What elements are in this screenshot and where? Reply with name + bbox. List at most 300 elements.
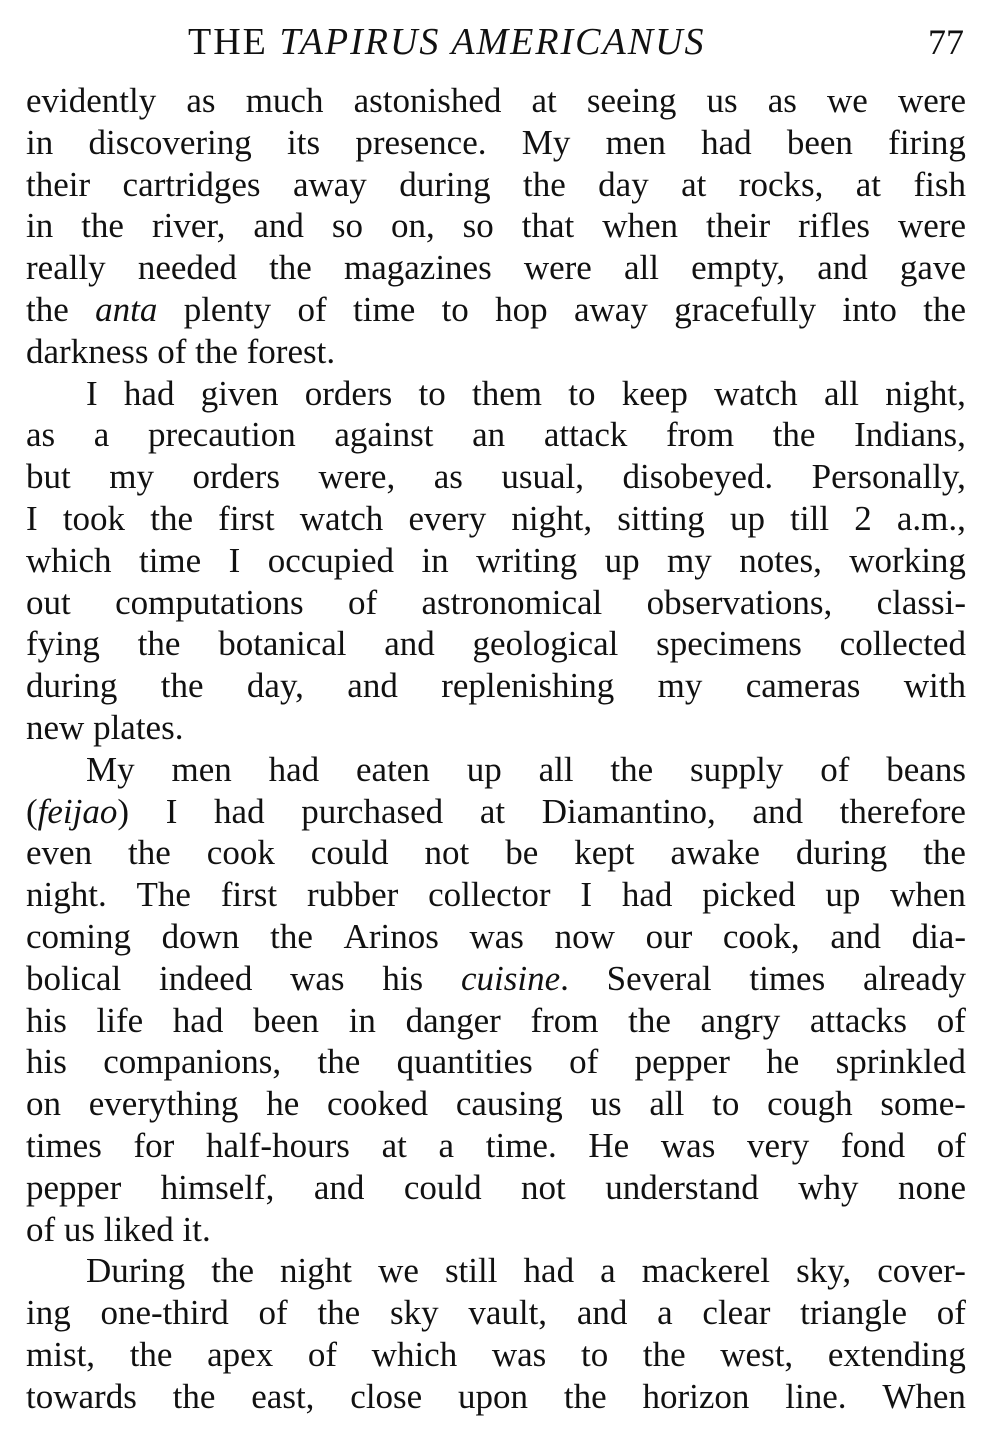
word: sitting	[617, 498, 705, 538]
text-line	[26, 623, 966, 665]
word: time.	[485, 1125, 557, 1165]
text-line	[26, 832, 966, 874]
word: vault,	[468, 1293, 548, 1333]
word: collected	[839, 624, 966, 664]
word: cover-	[877, 1251, 966, 1291]
word: evidently	[26, 81, 157, 120]
word: I	[580, 875, 593, 915]
word: us	[590, 1084, 622, 1124]
word: out	[26, 582, 71, 622]
word: the	[642, 1334, 686, 1374]
text-line	[26, 164, 966, 206]
word: the	[628, 1000, 671, 1040]
text-line	[26, 247, 966, 289]
word: the	[81, 206, 124, 246]
word: given	[200, 373, 279, 413]
word: night,	[511, 498, 593, 538]
word: bolical	[26, 958, 122, 998]
word: west,	[720, 1334, 794, 1374]
word: of	[297, 289, 327, 329]
word: cuisine.	[460, 958, 569, 998]
word: astronomical	[421, 582, 603, 622]
word: to	[568, 373, 596, 413]
word: everything	[88, 1084, 239, 1124]
word: gave	[899, 248, 966, 288]
word: forest.	[246, 331, 336, 371]
page-number: 77	[928, 22, 964, 62]
word: very	[747, 1125, 810, 1165]
word: new	[26, 707, 85, 747]
word: beans	[886, 749, 966, 789]
word: night,	[885, 373, 966, 413]
word: rubber	[306, 875, 399, 915]
word: occupied	[267, 540, 395, 580]
word: watch	[299, 498, 384, 538]
word: us	[63, 1209, 96, 1249]
word: and	[830, 916, 881, 956]
word: of	[307, 1334, 338, 1374]
word: firing	[888, 122, 966, 162]
word: causing	[455, 1084, 563, 1124]
word: sky,	[796, 1251, 852, 1291]
word: awake	[670, 833, 760, 873]
word: took	[62, 498, 126, 538]
word: an	[472, 415, 506, 455]
word: half-hours	[206, 1125, 350, 1165]
word: be	[505, 833, 539, 873]
word: up	[825, 875, 861, 915]
word: and	[817, 248, 868, 288]
word: already	[862, 958, 966, 998]
word: My	[521, 122, 571, 162]
word: in	[421, 540, 449, 580]
word: all	[649, 1084, 685, 1124]
word: liked	[103, 1209, 174, 1249]
word: had	[214, 791, 265, 831]
word: Diamantino,	[541, 791, 716, 831]
text-line	[26, 1334, 966, 1376]
word: geological	[472, 624, 619, 664]
word: every	[408, 498, 487, 538]
text-line	[26, 1167, 966, 1209]
word: I	[165, 791, 178, 831]
word: classi-	[876, 582, 966, 622]
word: my	[109, 457, 154, 497]
word: the	[137, 624, 181, 664]
word: the	[129, 1334, 173, 1374]
word: as	[767, 81, 797, 120]
word: as	[26, 415, 56, 455]
word: all	[823, 373, 859, 413]
word: to	[580, 1334, 609, 1374]
word: up	[466, 749, 502, 789]
word: I	[86, 373, 98, 413]
word: Arinos	[343, 916, 439, 956]
word: magazines	[343, 248, 492, 288]
word: not	[424, 833, 470, 873]
word: therefore	[839, 791, 966, 831]
word: the	[772, 415, 816, 455]
text-line	[26, 958, 966, 1000]
word: which	[26, 540, 112, 580]
word: picked	[702, 875, 796, 915]
word: had	[701, 122, 752, 162]
word: The	[136, 875, 191, 915]
word: and	[313, 1167, 365, 1207]
text-line	[26, 916, 966, 958]
word: dia-	[911, 916, 966, 956]
word: our	[645, 916, 693, 956]
word: orders	[192, 457, 280, 497]
text-line	[26, 205, 966, 247]
word: which	[371, 1334, 458, 1374]
word: at	[479, 791, 506, 831]
text-line	[26, 540, 966, 582]
word: towards	[26, 1376, 137, 1416]
word: indeed	[159, 958, 253, 998]
word: usual,	[501, 457, 584, 497]
word: triangle	[800, 1293, 908, 1333]
word: time	[353, 289, 416, 329]
text-line	[26, 373, 966, 415]
word: writing	[476, 540, 578, 580]
text-line	[26, 80, 966, 122]
word: When	[882, 1376, 966, 1416]
word: of	[936, 1125, 966, 1165]
word: to	[418, 373, 446, 413]
word: times	[749, 958, 826, 998]
word: attack	[543, 415, 628, 455]
text-line	[26, 1041, 966, 1083]
word: my	[657, 666, 703, 706]
word: cook	[206, 833, 275, 873]
word: with	[903, 666, 966, 706]
word: all	[538, 749, 574, 789]
word: and	[253, 206, 304, 246]
word: had	[172, 1000, 224, 1040]
word: east,	[251, 1376, 315, 1416]
word: from	[666, 415, 735, 455]
word: pepper	[634, 1042, 730, 1082]
text-line	[26, 874, 966, 916]
word: at	[381, 1125, 407, 1165]
word: had	[523, 1251, 575, 1291]
word: danger	[405, 1000, 501, 1040]
word: at	[855, 164, 882, 204]
word: first	[220, 875, 278, 915]
text-line	[26, 1000, 966, 1042]
word: mist,	[26, 1334, 96, 1374]
word: specimens	[656, 624, 802, 664]
word: supply	[690, 749, 784, 789]
word: apex	[207, 1334, 274, 1374]
word: for	[133, 1125, 175, 1165]
text-line	[26, 1125, 966, 1167]
word: day	[598, 164, 649, 204]
word: at	[531, 81, 557, 120]
word: fish	[913, 164, 966, 204]
word: my	[667, 540, 712, 580]
word: much	[245, 81, 324, 120]
word: away	[292, 164, 367, 204]
word: them	[472, 373, 542, 413]
word: why	[798, 1167, 859, 1207]
word: against	[334, 415, 434, 455]
word: the	[269, 248, 312, 288]
word: replenishing	[441, 666, 615, 706]
word: botanical	[218, 624, 347, 664]
word: collector	[428, 875, 551, 915]
word: 2	[854, 498, 872, 538]
text-line	[26, 414, 966, 456]
word: fying	[26, 624, 100, 664]
word: first	[218, 498, 275, 538]
word: away	[574, 289, 648, 329]
word: the	[610, 749, 654, 789]
word: us	[706, 81, 738, 120]
word: discovering	[88, 122, 252, 162]
word: was	[290, 958, 345, 998]
word: quantities	[396, 1042, 533, 1082]
word: the	[923, 833, 966, 873]
word: He	[588, 1125, 630, 1165]
word: times	[26, 1125, 102, 1165]
word: been	[786, 122, 853, 162]
word: during	[795, 833, 888, 873]
word: he	[266, 1084, 300, 1124]
word: computations	[115, 582, 304, 622]
word: of	[936, 1293, 966, 1333]
word: and	[347, 666, 398, 706]
word: needed	[137, 248, 237, 288]
word: the	[317, 1042, 361, 1082]
word: night.	[26, 875, 107, 915]
word: himself,	[160, 1167, 275, 1207]
text-line	[26, 665, 966, 707]
word: angry	[700, 1000, 781, 1040]
word: plenty	[183, 289, 272, 329]
word: their	[705, 206, 771, 246]
word: the	[26, 289, 69, 329]
word: coming	[26, 916, 131, 956]
word: companions,	[103, 1042, 282, 1082]
word: time	[138, 540, 202, 580]
word: all	[624, 248, 659, 288]
word: disobeyed.	[622, 457, 774, 497]
word: it.	[182, 1209, 211, 1249]
text-line	[26, 289, 966, 331]
word: sprinkled	[835, 1042, 966, 1082]
word: cameras	[745, 666, 861, 706]
word: astonished	[353, 81, 502, 120]
word: the	[128, 833, 171, 873]
text-line	[26, 791, 966, 833]
word: of	[157, 331, 187, 371]
text-line	[26, 1292, 966, 1334]
text-line	[26, 456, 966, 498]
word: that	[521, 206, 575, 246]
word: when	[602, 206, 679, 246]
word: now	[554, 916, 615, 956]
word: could	[403, 1167, 482, 1207]
word: kept	[574, 833, 635, 873]
word: when	[890, 875, 966, 915]
word: his	[26, 1000, 67, 1040]
word: line.	[785, 1376, 847, 1416]
word: clear	[702, 1293, 771, 1333]
word: still	[444, 1251, 498, 1291]
word: I	[26, 498, 38, 538]
word: so	[331, 206, 363, 246]
word: the	[923, 289, 966, 329]
word: its	[287, 122, 321, 162]
word: and	[576, 1293, 628, 1333]
word: a.m.,	[896, 498, 966, 538]
word: cough	[767, 1084, 853, 1124]
word: of	[820, 749, 850, 789]
word: of	[26, 1209, 56, 1249]
word: some-	[880, 1084, 966, 1124]
word: ing	[26, 1293, 71, 1333]
word: Several	[606, 958, 712, 998]
word: life	[96, 1000, 144, 1040]
word: (feijao)	[26, 791, 130, 831]
text-line	[26, 498, 966, 540]
word: were	[523, 248, 592, 288]
word: a	[600, 1251, 616, 1291]
word: seeing	[586, 81, 677, 120]
word: not	[521, 1167, 566, 1207]
word: as	[186, 81, 216, 120]
text-line	[26, 707, 966, 749]
word: day,	[246, 666, 304, 706]
text-line	[26, 331, 966, 373]
word: the	[317, 1293, 361, 1333]
text-line	[26, 122, 966, 164]
word: men	[171, 749, 232, 789]
word: extending	[827, 1334, 966, 1374]
word: Indians,	[854, 415, 966, 455]
word: men	[605, 122, 666, 162]
word: he	[766, 1042, 800, 1082]
word: river,	[151, 206, 226, 246]
word: mackerel	[641, 1251, 770, 1291]
word: I	[228, 540, 241, 580]
word: as	[433, 457, 463, 497]
word: cooked	[326, 1084, 429, 1124]
word: to	[441, 289, 469, 329]
word: rocks,	[738, 164, 824, 204]
word: eaten	[356, 749, 430, 789]
word: was	[660, 1125, 716, 1165]
word: of	[936, 1000, 966, 1040]
word: of	[569, 1042, 599, 1082]
word: had	[621, 875, 673, 915]
word: cartridges	[122, 164, 261, 204]
word: up	[729, 498, 765, 538]
word: night	[280, 1251, 352, 1291]
word: could	[310, 833, 389, 873]
word: in	[348, 1000, 376, 1040]
text-line	[26, 1376, 966, 1418]
word: understand	[605, 1167, 759, 1207]
word: we	[827, 81, 868, 120]
word: purchased	[301, 791, 444, 831]
word: Personally,	[811, 457, 966, 497]
word: the	[270, 916, 313, 956]
word: we	[378, 1251, 419, 1291]
word: their	[26, 164, 91, 204]
word: hop	[495, 289, 548, 329]
word: the	[150, 498, 193, 538]
word: darkness	[26, 331, 149, 371]
text-line	[26, 1250, 966, 1292]
word: During	[86, 1251, 186, 1291]
word: was	[491, 1334, 547, 1374]
word: horizon	[642, 1376, 750, 1416]
word: to	[712, 1084, 740, 1124]
word: during	[26, 666, 118, 706]
word: gracefully	[674, 289, 817, 329]
text-line	[26, 1083, 966, 1125]
word: his	[26, 1042, 67, 1082]
word: so	[462, 206, 494, 246]
word: had	[123, 373, 175, 413]
word: fond	[840, 1125, 906, 1165]
word: had	[268, 749, 320, 789]
word: the	[523, 164, 566, 204]
word: really	[26, 248, 106, 288]
word: presence.	[355, 122, 487, 162]
running-header	[0, 14, 1000, 70]
word: upon	[458, 1376, 529, 1416]
word: a	[93, 415, 110, 455]
word: watch	[714, 373, 798, 413]
word: on,	[390, 206, 435, 246]
word: anta	[95, 289, 158, 329]
word: up	[604, 540, 640, 580]
word: till	[790, 498, 830, 538]
word: keep	[621, 373, 688, 413]
word: the	[195, 331, 238, 371]
word: into	[842, 289, 897, 329]
word: empty,	[691, 248, 786, 288]
word: none	[897, 1167, 966, 1207]
word: the	[160, 666, 204, 706]
word: cook,	[722, 916, 800, 956]
word: observations,	[646, 582, 833, 622]
word: in	[26, 122, 54, 162]
word: was	[469, 916, 524, 956]
word: been	[252, 1000, 320, 1040]
word: pepper	[26, 1167, 122, 1207]
word: working	[849, 540, 966, 580]
running-title	[188, 14, 706, 70]
word: were,	[318, 457, 396, 497]
text-line	[26, 1209, 966, 1251]
running-title-the: THE	[188, 21, 268, 63]
word: were	[897, 206, 966, 246]
word: in	[26, 206, 54, 246]
word: on	[26, 1084, 61, 1124]
word: the	[211, 1251, 254, 1291]
word: were	[897, 81, 966, 120]
word: during	[399, 164, 491, 204]
word: a	[438, 1125, 455, 1165]
word: orders	[304, 373, 393, 413]
word: his	[382, 958, 424, 998]
word: and	[384, 624, 435, 664]
